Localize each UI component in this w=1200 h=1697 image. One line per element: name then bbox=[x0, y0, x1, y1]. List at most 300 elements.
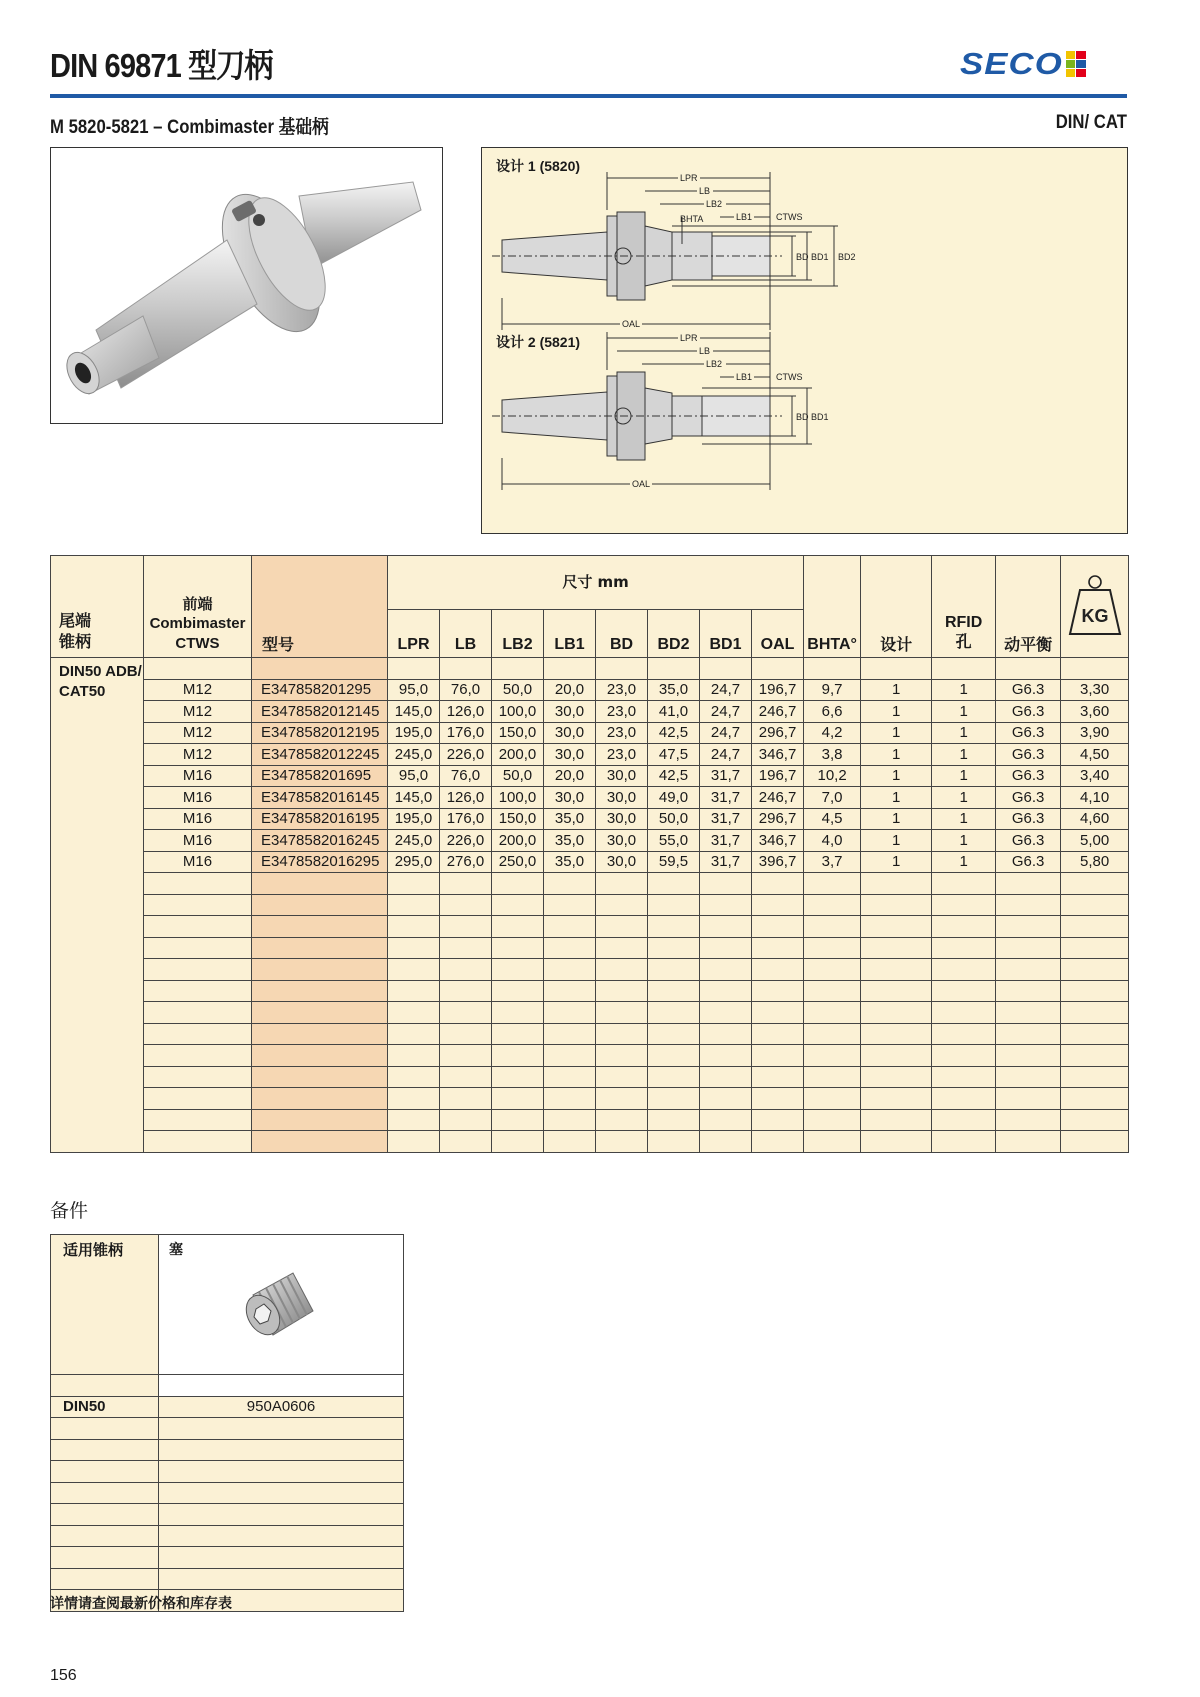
table-cell-empty bbox=[492, 1066, 544, 1088]
cell-lb: 126,0 bbox=[440, 787, 492, 809]
table-cell-empty bbox=[648, 959, 700, 981]
cell-bd: 30,0 bbox=[596, 830, 648, 852]
cell-lb2: 200,0 bbox=[492, 744, 544, 766]
table-row bbox=[51, 765, 1129, 787]
table-cell-empty bbox=[648, 1088, 700, 1110]
table-cell-empty bbox=[492, 959, 544, 981]
table-cell-empty bbox=[861, 1088, 932, 1110]
table-cell-empty bbox=[596, 937, 648, 959]
table-cell-empty bbox=[440, 1088, 492, 1110]
cell-kg: 4,50 bbox=[1061, 744, 1129, 766]
header-shank: 尾端 锥柄 bbox=[51, 556, 144, 658]
table-cell-empty bbox=[544, 894, 596, 916]
table-cell-empty bbox=[861, 937, 932, 959]
cell-code: E3478582012245 bbox=[252, 744, 388, 766]
table-cell-empty bbox=[388, 658, 440, 680]
cell-lb1: 30,0 bbox=[544, 701, 596, 723]
table-cell-empty bbox=[1061, 894, 1129, 916]
table-cell-empty bbox=[804, 980, 861, 1002]
cell-lpr: 145,0 bbox=[388, 701, 440, 723]
acc-cell-empty bbox=[51, 1461, 159, 1483]
header-bhta: BHTA° bbox=[804, 556, 861, 658]
table-row-empty bbox=[51, 1045, 1129, 1067]
table-cell-empty bbox=[700, 1045, 752, 1067]
footnote: 详情请查阅最新价格和库存表 bbox=[50, 1596, 232, 1612]
cell-design: 1 bbox=[861, 679, 932, 701]
table-cell-empty bbox=[996, 1066, 1061, 1088]
diagram-label-lb2: LB2 bbox=[706, 199, 723, 209]
header-code: 型号 bbox=[252, 556, 388, 658]
table-cell-empty bbox=[252, 1066, 388, 1088]
table-cell-empty bbox=[932, 959, 996, 981]
header-lb: LB bbox=[440, 610, 492, 658]
accessories-table bbox=[50, 1234, 404, 1612]
table-cell-empty bbox=[648, 937, 700, 959]
header-bd2: BD2 bbox=[648, 610, 700, 658]
table-cell-empty bbox=[544, 873, 596, 895]
brand-color-mark bbox=[1066, 51, 1086, 77]
table-cell-empty bbox=[752, 980, 804, 1002]
diagram-label-ctws: CTWS bbox=[776, 212, 803, 222]
table-cell-empty bbox=[648, 980, 700, 1002]
table-row-empty bbox=[51, 1002, 1129, 1024]
cell-oal: 296,7 bbox=[752, 722, 804, 744]
table-row bbox=[51, 679, 1129, 701]
table-cell-empty bbox=[492, 658, 544, 680]
table-cell-empty bbox=[388, 1131, 440, 1153]
cell-lb2: 50,0 bbox=[492, 765, 544, 787]
cell-bd2: 59,5 bbox=[648, 851, 700, 873]
cell-design: 1 bbox=[861, 765, 932, 787]
table-cell-empty bbox=[700, 894, 752, 916]
table-cell-empty bbox=[596, 658, 648, 680]
brand-name: SECO bbox=[960, 46, 1063, 81]
cell-rfid: 1 bbox=[932, 851, 996, 873]
table-cell-empty bbox=[596, 873, 648, 895]
table-cell-empty bbox=[752, 1023, 804, 1045]
cell-bd1: 31,7 bbox=[700, 808, 752, 830]
table-cell-empty bbox=[752, 1066, 804, 1088]
table-row bbox=[51, 744, 1129, 766]
cell-bd: 23,0 bbox=[596, 744, 648, 766]
table-cell-empty bbox=[596, 1131, 648, 1153]
table-cell-empty bbox=[440, 959, 492, 981]
table-cell-empty bbox=[932, 1023, 996, 1045]
table-cell-empty bbox=[144, 1023, 252, 1045]
cell-lpr: 95,0 bbox=[388, 679, 440, 701]
acc-cell-empty bbox=[51, 1375, 159, 1397]
table-cell-empty bbox=[252, 1088, 388, 1110]
header-design: 设计 bbox=[861, 556, 932, 658]
table-row bbox=[51, 701, 1129, 723]
header-front-ctws: 前端 Combimaster CTWS bbox=[144, 556, 252, 658]
table-cell-empty bbox=[804, 873, 861, 895]
diagram-label-oal: OAL bbox=[622, 319, 641, 329]
table-cell-empty bbox=[440, 658, 492, 680]
diagram-label-lpr: LPR bbox=[680, 173, 698, 183]
cell-kg: 4,10 bbox=[1061, 787, 1129, 809]
table-cell-empty bbox=[752, 658, 804, 680]
cell-bhta: 4,0 bbox=[804, 830, 861, 852]
table-cell-empty bbox=[596, 1002, 648, 1024]
cell-rfid: 1 bbox=[932, 830, 996, 852]
table-cell-empty bbox=[804, 658, 861, 680]
table-cell-empty bbox=[752, 1109, 804, 1131]
table-cell-empty bbox=[861, 959, 932, 981]
table-row-empty bbox=[51, 980, 1129, 1002]
cell-bd2: 47,5 bbox=[648, 744, 700, 766]
table-cell-empty bbox=[252, 1023, 388, 1045]
cell-balance: G6.3 bbox=[996, 787, 1061, 809]
cell-balance: G6.3 bbox=[996, 808, 1061, 830]
table-cell-empty bbox=[492, 873, 544, 895]
table-cell-empty bbox=[1061, 1109, 1129, 1131]
table-cell-empty bbox=[804, 916, 861, 938]
table-cell-empty bbox=[996, 1045, 1061, 1067]
cell-rfid: 1 bbox=[932, 765, 996, 787]
table-cell-empty bbox=[544, 1045, 596, 1067]
table-cell-empty bbox=[752, 873, 804, 895]
table-cell-empty bbox=[388, 1023, 440, 1045]
cell-design: 1 bbox=[861, 722, 932, 744]
table-cell-empty bbox=[861, 916, 932, 938]
table-cell-empty bbox=[804, 1045, 861, 1067]
table-cell-empty bbox=[492, 1023, 544, 1045]
cell-lb1: 20,0 bbox=[544, 765, 596, 787]
table-cell-empty bbox=[492, 894, 544, 916]
diagram-label-bd2: BD2 bbox=[838, 252, 856, 262]
cell-oal: 296,7 bbox=[752, 808, 804, 830]
table-cell-empty bbox=[440, 1109, 492, 1131]
table-cell-empty bbox=[144, 1066, 252, 1088]
cell-bhta: 4,5 bbox=[804, 808, 861, 830]
table-cell-empty bbox=[1061, 1023, 1129, 1045]
cell-code: E3478582016245 bbox=[252, 830, 388, 852]
table-cell-empty bbox=[861, 873, 932, 895]
table-cell-empty bbox=[752, 959, 804, 981]
table-cell-empty bbox=[861, 1131, 932, 1153]
acc-cell-empty bbox=[159, 1504, 404, 1526]
table-cell-empty bbox=[752, 1088, 804, 1110]
product-subtitle: M 5820-5821 – Combimaster 基础柄 bbox=[50, 117, 329, 138]
cell-bd: 23,0 bbox=[596, 701, 648, 723]
table-row bbox=[51, 787, 1129, 809]
table-cell-empty bbox=[752, 1045, 804, 1067]
table-cell-empty bbox=[804, 894, 861, 916]
cell-rfid: 1 bbox=[932, 679, 996, 701]
table-cell-empty bbox=[1061, 1131, 1129, 1153]
table-cell-empty bbox=[932, 894, 996, 916]
table-row-empty bbox=[51, 1088, 1129, 1110]
table-row-empty bbox=[51, 959, 1129, 981]
acc-cell-empty bbox=[51, 1418, 159, 1440]
acc-row bbox=[51, 1396, 404, 1418]
header-dimensions: 尺寸 mm bbox=[388, 556, 804, 610]
table-row-empty bbox=[51, 916, 1129, 938]
cell-balance: G6.3 bbox=[996, 765, 1061, 787]
table-cell-empty bbox=[648, 916, 700, 938]
cell-bhta: 10,2 bbox=[804, 765, 861, 787]
table-cell-empty bbox=[252, 916, 388, 938]
table-cell-empty bbox=[492, 916, 544, 938]
table-cell-empty bbox=[648, 1066, 700, 1088]
table-cell-empty bbox=[544, 1109, 596, 1131]
cell-design: 1 bbox=[861, 787, 932, 809]
table-row-shank-label bbox=[51, 658, 1129, 680]
table-cell-empty bbox=[252, 1045, 388, 1067]
cell-lb1: 30,0 bbox=[544, 744, 596, 766]
acc-row-empty bbox=[51, 1568, 404, 1590]
cell-kg: 3,40 bbox=[1061, 765, 1129, 787]
weight-unit: KG bbox=[1081, 606, 1109, 626]
cell-lb1: 35,0 bbox=[544, 808, 596, 830]
acc-cell-empty bbox=[159, 1418, 404, 1440]
table-cell-empty bbox=[996, 959, 1061, 981]
cell-ctws: M16 bbox=[144, 830, 252, 852]
table-cell-empty bbox=[492, 980, 544, 1002]
cell-oal: 346,7 bbox=[752, 830, 804, 852]
cell-lb2: 100,0 bbox=[492, 787, 544, 809]
table-cell-empty bbox=[700, 980, 752, 1002]
table-cell-empty bbox=[596, 916, 648, 938]
table-cell-empty bbox=[544, 1023, 596, 1045]
table-cell-empty bbox=[388, 1066, 440, 1088]
table-cell-empty bbox=[932, 1002, 996, 1024]
table-cell-empty bbox=[804, 1023, 861, 1045]
table-row-empty bbox=[51, 1109, 1129, 1131]
acc-row-empty bbox=[51, 1375, 404, 1397]
table-cell-empty bbox=[804, 959, 861, 981]
cell-ctws: M12 bbox=[144, 722, 252, 744]
cell-bhta: 4,2 bbox=[804, 722, 861, 744]
table-cell-empty bbox=[804, 1066, 861, 1088]
table-cell-empty bbox=[544, 658, 596, 680]
table-cell-empty bbox=[648, 1109, 700, 1131]
table-cell-empty bbox=[252, 1002, 388, 1024]
acc-cell-empty bbox=[159, 1525, 404, 1547]
cell-lb: 226,0 bbox=[440, 744, 492, 766]
header-lb1: LB1 bbox=[544, 610, 596, 658]
page-title: DIN 69871 型刀柄 bbox=[50, 47, 273, 84]
cell-rfid: 1 bbox=[932, 722, 996, 744]
cell-design: 1 bbox=[861, 701, 932, 723]
cell-bd: 30,0 bbox=[596, 808, 648, 830]
cell-bd2: 55,0 bbox=[648, 830, 700, 852]
cell-balance: G6.3 bbox=[996, 722, 1061, 744]
cell-lb2: 200,0 bbox=[492, 830, 544, 852]
cell-lb1: 35,0 bbox=[544, 851, 596, 873]
table-cell-empty bbox=[996, 1002, 1061, 1024]
diagram-2-label-bd1: BD1 bbox=[811, 412, 829, 422]
acc-row-empty bbox=[51, 1547, 404, 1569]
cell-lpr: 245,0 bbox=[388, 744, 440, 766]
diagram-2-label-oal: OAL bbox=[632, 479, 651, 489]
table-cell-empty bbox=[596, 1088, 648, 1110]
cell-bd: 30,0 bbox=[596, 851, 648, 873]
cell-ctws: M12 bbox=[144, 701, 252, 723]
table-cell-empty bbox=[492, 1109, 544, 1131]
acc-row-empty bbox=[51, 1418, 404, 1440]
cell-rfid: 1 bbox=[932, 701, 996, 723]
table-cell-empty bbox=[996, 1023, 1061, 1045]
table-cell-empty bbox=[861, 1023, 932, 1045]
table-cell-empty bbox=[804, 1002, 861, 1024]
cell-lb2: 150,0 bbox=[492, 722, 544, 744]
cell-lb1: 35,0 bbox=[544, 830, 596, 852]
cell-ctws: M16 bbox=[144, 765, 252, 787]
design-1-label: 设计 1 (5820) bbox=[496, 158, 581, 174]
table-cell-empty bbox=[388, 959, 440, 981]
cell-rfid: 1 bbox=[932, 808, 996, 830]
diagram-2-label-bd: BD bbox=[796, 412, 809, 422]
cell-code: E3478582016195 bbox=[252, 808, 388, 830]
cell-lb: 76,0 bbox=[440, 765, 492, 787]
table-cell-empty bbox=[544, 1066, 596, 1088]
acc-header-plug: 塞 bbox=[169, 1242, 183, 1258]
table-cell-empty bbox=[648, 873, 700, 895]
acc-cell-empty bbox=[51, 1504, 159, 1526]
table-cell-empty bbox=[544, 916, 596, 938]
cell-lb2: 250,0 bbox=[492, 851, 544, 873]
table-cell-empty bbox=[996, 980, 1061, 1002]
table-row bbox=[51, 808, 1129, 830]
cell-code: E347858201695 bbox=[252, 765, 388, 787]
cell-bd1: 24,7 bbox=[700, 701, 752, 723]
diagram-label-bhta: BHTA bbox=[680, 214, 704, 224]
cell-balance: G6.3 bbox=[996, 679, 1061, 701]
table-cell-empty bbox=[492, 937, 544, 959]
table-cell-empty bbox=[1061, 658, 1129, 680]
table-cell-empty bbox=[440, 1023, 492, 1045]
acc-row-empty bbox=[51, 1525, 404, 1547]
table-cell-empty bbox=[596, 959, 648, 981]
table-cell-empty bbox=[932, 1045, 996, 1067]
cell-ctws: M16 bbox=[144, 808, 252, 830]
header-bd: BD bbox=[596, 610, 648, 658]
design-2-label: 设计 2 (5821) bbox=[496, 334, 581, 350]
acc-cell-empty bbox=[159, 1375, 404, 1397]
table-row bbox=[51, 851, 1129, 873]
table-row-empty bbox=[51, 894, 1129, 916]
acc-row-empty bbox=[51, 1504, 404, 1526]
table-cell-empty bbox=[700, 1002, 752, 1024]
seco-logo bbox=[960, 46, 1086, 82]
acc-row-empty bbox=[51, 1461, 404, 1483]
table-row-empty bbox=[51, 1131, 1129, 1153]
table-cell-empty bbox=[596, 1045, 648, 1067]
cell-lb: 76,0 bbox=[440, 679, 492, 701]
table-cell-empty bbox=[932, 1109, 996, 1131]
diagram-2-label-lb1: LB1 bbox=[736, 372, 753, 382]
table-cell-empty bbox=[492, 1002, 544, 1024]
cell-lpr: 245,0 bbox=[388, 830, 440, 852]
table-cell-empty bbox=[252, 1131, 388, 1153]
table-cell-empty bbox=[1061, 959, 1129, 981]
table-cell-empty bbox=[700, 1109, 752, 1131]
table-cell-empty bbox=[861, 1109, 932, 1131]
cell-bd1: 31,7 bbox=[700, 830, 752, 852]
cell-lb: 276,0 bbox=[440, 851, 492, 873]
table-cell-empty bbox=[544, 1002, 596, 1024]
table-cell-empty bbox=[388, 916, 440, 938]
cell-lpr: 95,0 bbox=[388, 765, 440, 787]
table-cell-empty bbox=[388, 1109, 440, 1131]
cell-code: E3478582016145 bbox=[252, 787, 388, 809]
acc-cell-empty bbox=[159, 1568, 404, 1590]
table-cell-empty bbox=[700, 959, 752, 981]
table-cell-empty bbox=[700, 937, 752, 959]
cell-lpr: 195,0 bbox=[388, 722, 440, 744]
cell-lpr: 195,0 bbox=[388, 808, 440, 830]
table-cell-empty bbox=[861, 980, 932, 1002]
header-rule bbox=[50, 94, 1127, 98]
table-cell-empty bbox=[752, 894, 804, 916]
acc-header-plug-cell bbox=[159, 1235, 404, 1375]
cell-design: 1 bbox=[861, 830, 932, 852]
cell-kg: 3,60 bbox=[1061, 701, 1129, 723]
table-cell-empty bbox=[1061, 937, 1129, 959]
cell-lb: 176,0 bbox=[440, 722, 492, 744]
cell-design: 1 bbox=[861, 808, 932, 830]
table-cell-empty bbox=[596, 1066, 648, 1088]
shank-type-cell: DIN50 ADB/ CAT50 bbox=[51, 658, 144, 1153]
cell-lpr: 295,0 bbox=[388, 851, 440, 873]
table-cell-empty bbox=[996, 894, 1061, 916]
acc-cell-empty bbox=[159, 1482, 404, 1504]
table-cell-empty bbox=[492, 1088, 544, 1110]
table-cell-empty bbox=[996, 873, 1061, 895]
table-cell-empty bbox=[252, 937, 388, 959]
table-cell-empty bbox=[804, 1109, 861, 1131]
table-cell-empty bbox=[996, 937, 1061, 959]
cell-bd: 30,0 bbox=[596, 787, 648, 809]
table-cell-empty bbox=[440, 1045, 492, 1067]
table-row-empty bbox=[51, 937, 1129, 959]
cell-bd2: 35,0 bbox=[648, 679, 700, 701]
table-cell-empty bbox=[996, 1088, 1061, 1110]
table-cell-empty bbox=[596, 894, 648, 916]
acc-cell-empty bbox=[51, 1547, 159, 1569]
table-cell-empty bbox=[144, 894, 252, 916]
table-row-empty bbox=[51, 873, 1129, 895]
table-row bbox=[51, 722, 1129, 744]
cell-oal: 196,7 bbox=[752, 679, 804, 701]
cell-bhta: 3,7 bbox=[804, 851, 861, 873]
table-cell-empty bbox=[700, 1023, 752, 1045]
table-cell-empty bbox=[144, 1109, 252, 1131]
table-cell-empty bbox=[804, 1131, 861, 1153]
cell-oal: 396,7 bbox=[752, 851, 804, 873]
table-cell-empty bbox=[144, 980, 252, 1002]
table-cell-empty bbox=[1061, 916, 1129, 938]
header-lb2: LB2 bbox=[492, 610, 544, 658]
table-cell-empty bbox=[861, 658, 932, 680]
table-cell-empty bbox=[440, 1131, 492, 1153]
acc-cell-empty bbox=[159, 1547, 404, 1569]
cell-kg: 3,30 bbox=[1061, 679, 1129, 701]
table-cell-empty bbox=[648, 1045, 700, 1067]
cell-code: E347858201295 bbox=[252, 679, 388, 701]
cell-lb: 126,0 bbox=[440, 701, 492, 723]
cell-kg: 4,60 bbox=[1061, 808, 1129, 830]
table-row bbox=[51, 830, 1129, 852]
table-cell-empty bbox=[1061, 1002, 1129, 1024]
table-cell-empty bbox=[996, 1131, 1061, 1153]
table-cell-empty bbox=[388, 1045, 440, 1067]
table-cell-empty bbox=[752, 937, 804, 959]
table-cell-empty bbox=[144, 1131, 252, 1153]
table-cell-empty bbox=[932, 1131, 996, 1153]
